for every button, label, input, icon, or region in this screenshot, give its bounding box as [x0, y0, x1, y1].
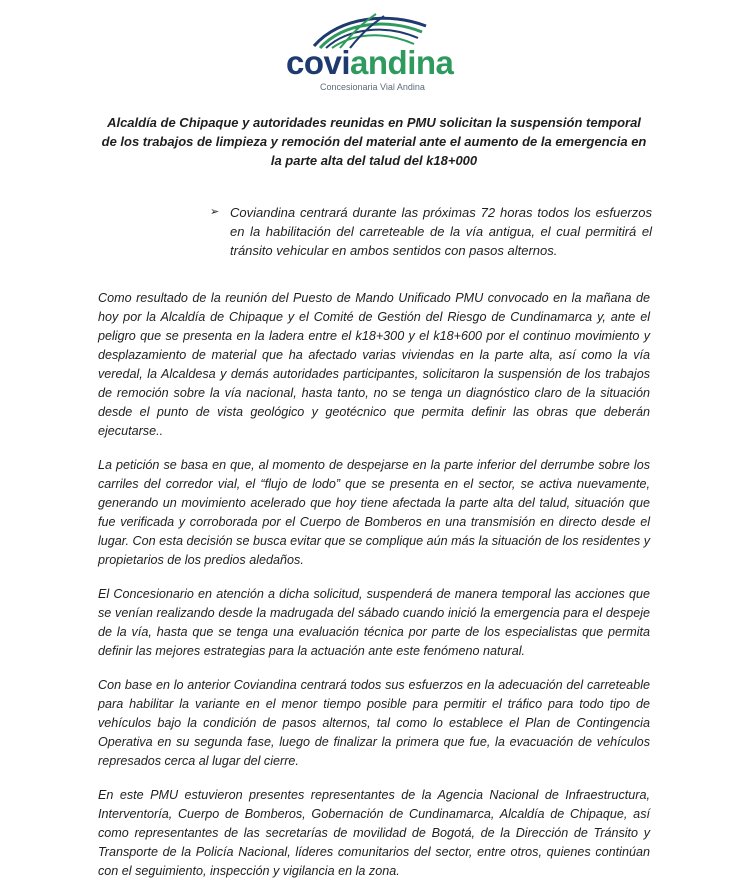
paragraph-5: En este PMU estuvieron presentes representantes de la Agencia Nacional de Infraestructura, Interventoría, Cuerpo de Bomberos, Gobernación de Cundinamarca, Alcaldía de Chipaque, así como representantes de las secretarías de movilidad de Bogotá, de la Dirección de Tránsito y Transporte de la Policía Nacional, líderes comunitarios del sector, entre otros, quienes continúan con el seguimiento, inspección y vigilancia en la zona.: [98, 788, 650, 878]
logo-subtitle: Concesionaria Vial Andina: [320, 82, 425, 92]
headline: Alcaldía de Chipaque y autoridades reunidas en PMU solicitan la suspensión temporal de los trabajos de limpieza y remoción del material ante el aumento de la emergencia en la parte alta del talud del k18+000: [101, 115, 647, 168]
logo-word-part2: andina: [350, 44, 454, 81]
arrow-bullet-icon: ➢: [210, 206, 220, 218]
logo-word-part1: covi: [286, 44, 351, 81]
logo-wordmark: [286, 46, 453, 79]
paragraph-2: La petición se basa en que, al momento de despejarse en la parte inferior del derrumbe sobre los carriles del corredor vial, el “flujo de lodo” que se presenta en el sector, se activa nuevamente, generando un movimiento acelerado que hoy tiene afectada la parte alta del talud, situación que fue verificada y corroborada por el Cuerpo de Bomberos en una transmisión en directo desde el lugar. Con esta decisión se busca evitar que se complique aún más la situación de los residentes y propietarios de los predios aledaños.: [98, 458, 650, 567]
paragraph-1: Como resultado de la reunión del Puesto de Mando Unificado PMU convocado en la mañana de hoy por la Alcaldía de Chipaque y el Comité de Gestión del Riesgo de Cundinamarca y, ante el peligro que se presenta en la ladera entre el k18+300 y el k18+600 por el continuo movimiento y desplazamiento de material que ha afectado varias viviendas en la parte alta, así como la vía veredal, la Alcaldesa y demás autoridades participantes, solicitaron la suspensión de los trabajos de remoción sobre la vía nacional, hasta tanto, no se tenga un diagnóstico claro de la situación desde el punto de vista geológico y geotécnico que permita definir las obras que deberán ejecutarse..: [98, 291, 650, 438]
coviandina-logo: [280, 10, 480, 92]
paragraph-3: El Concesionario en atención a dicha solicitud, suspenderá de manera temporal las acciones que se venían realizando desde la madrugada del sábado cuando inició la emergencia para el despeje de la vía, hasta que se tenga una evaluación técnica por parte de los especialistas que permita definir las mejores estrategias para la actuación ante este fenómeno natural.: [98, 587, 650, 658]
bullet-text: Coviandina centrará durante las próximas 72 horas todos los esfuerzos en la habilitación del carreteable de la vía antigua, el cual permitirá el tránsito vehicular en ambos sentidos con pasos alternos.: [230, 205, 652, 258]
bullet-point: [210, 203, 652, 260]
paragraph-4: Con base en lo anterior Coviandina centrará todos sus esfuerzos en la adecuación del carreteable para habilitar la variante en el menor tiempo posible para permitir el tráfico para todo tipo de vehículos bajo la condición de pasos alternos, tal como lo establece el Plan de Contingencia Operativa en su segunda fase, luego de finalizar la primera que fue, la evacuación de vehículos represados cerca al lugar del cierre.: [98, 678, 650, 768]
article-body: [98, 289, 650, 896]
